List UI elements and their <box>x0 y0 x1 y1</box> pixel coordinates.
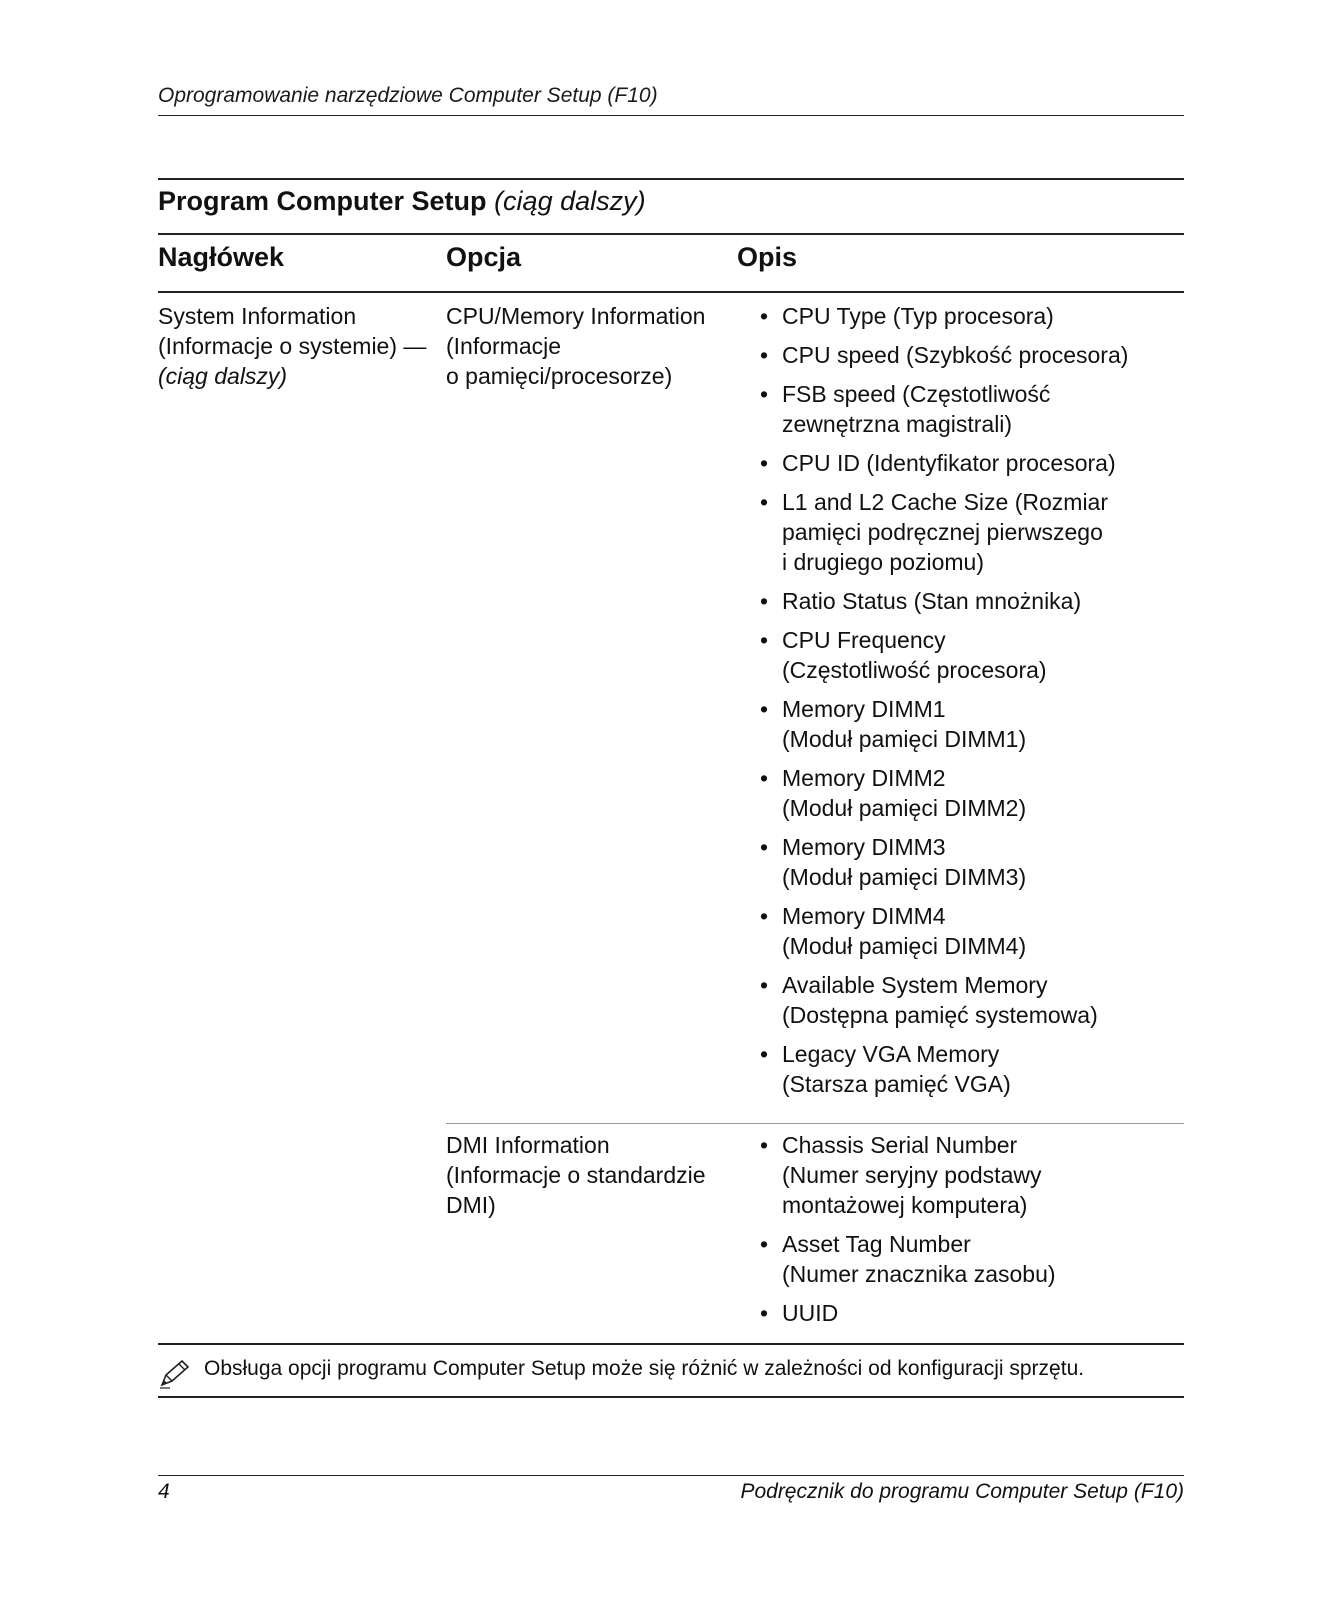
table-title-italic: (ciąg dalszy) <box>494 186 646 216</box>
column-header-option: Opcja <box>446 242 522 272</box>
option-cell-cpu-memory <box>446 301 736 391</box>
list-item: • UUID <box>760 1298 1180 1328</box>
option-line: (Informacje o standardzie <box>446 1162 706 1188</box>
list-item: • CPU speed (Szybkość procesora) <box>760 340 1180 370</box>
list-item: • Legacy VGA Memory (Starsza pamięć VGA) <box>760 1039 1180 1099</box>
column-header-description: Opis <box>737 242 798 272</box>
table-bottom-rule <box>158 1343 1184 1345</box>
heading-continued: (ciąg dalszy) <box>158 363 288 389</box>
pencil-note-icon <box>158 1359 190 1389</box>
list-item: • Memory DIMM1 (Moduł pamięci DIMM1) <box>760 694 1180 754</box>
heading-line: (Informacje o systemie) — <box>158 333 427 359</box>
running-header: Oprogramowanie narzędziowe Computer Setup (F10) <box>158 84 658 107</box>
description-list-cpu-memory <box>760 301 1180 1108</box>
option-line: (Informacje <box>446 333 562 359</box>
title-bottom-rule <box>158 233 1184 235</box>
note <box>158 1357 1084 1389</box>
list-item: • FSB speed (Częstotliwość zewnętrzna magistrali) <box>760 379 1180 439</box>
footer-title: Podręcznik do programu Computer Setup (F10) <box>740 1480 1184 1503</box>
list-item: • Memory DIMM2 (Moduł pamięci DIMM2) <box>760 763 1180 823</box>
list-item: • CPU Frequency (Częstotliwość procesora) <box>760 625 1180 685</box>
table-title-bold: Program Computer Setup <box>158 186 487 216</box>
option-cell-dmi <box>446 1130 746 1220</box>
list-item: • Memory DIMM3 (Moduł pamięci DIMM3) <box>760 832 1180 892</box>
option-line: o pamięci/procesorze) <box>446 363 673 389</box>
list-item: • CPU ID (Identyfikator procesora) <box>760 448 1180 478</box>
heading-cell <box>158 301 438 391</box>
header-divider <box>158 115 1184 116</box>
row-divider <box>446 1123 1184 1124</box>
note-text: Obsługa opcji programu Computer Setup może się różnić w zależności od konfiguracji sprzętu. <box>204 1357 1085 1380</box>
option-line: DMI) <box>446 1192 496 1218</box>
footer-divider <box>158 1475 1184 1476</box>
list-item: • L1 and L2 Cache Size (Rozmiar pamięci podręcznej pierwszego i drugiego poziomu) <box>760 487 1180 577</box>
list-item: • Available System Memory (Dostępna pamięć systemowa) <box>760 970 1180 1030</box>
list-item: • Asset Tag Number (Numer znacznika zasobu) <box>760 1229 1180 1289</box>
column-header-heading: Nagłówek <box>158 242 285 272</box>
list-item: • Chassis Serial Number (Numer seryjny podstawy montażowej komputera) <box>760 1130 1180 1220</box>
option-line: DMI Information <box>446 1132 610 1158</box>
note-bottom-rule <box>158 1396 1184 1398</box>
option-line: CPU/Memory Information <box>446 303 706 329</box>
description-list-dmi <box>760 1130 1180 1337</box>
heading-line: System Information <box>158 303 357 329</box>
table-title <box>158 186 646 217</box>
list-item: • CPU Type (Typ procesora) <box>760 301 1180 331</box>
page-number: 4 <box>158 1480 170 1503</box>
table-top-rule <box>158 178 1184 180</box>
header-bottom-rule <box>158 291 1184 293</box>
list-item: • Ratio Status (Stan mnożnika) <box>760 586 1180 616</box>
list-item: • Memory DIMM4 (Moduł pamięci DIMM4) <box>760 901 1180 961</box>
